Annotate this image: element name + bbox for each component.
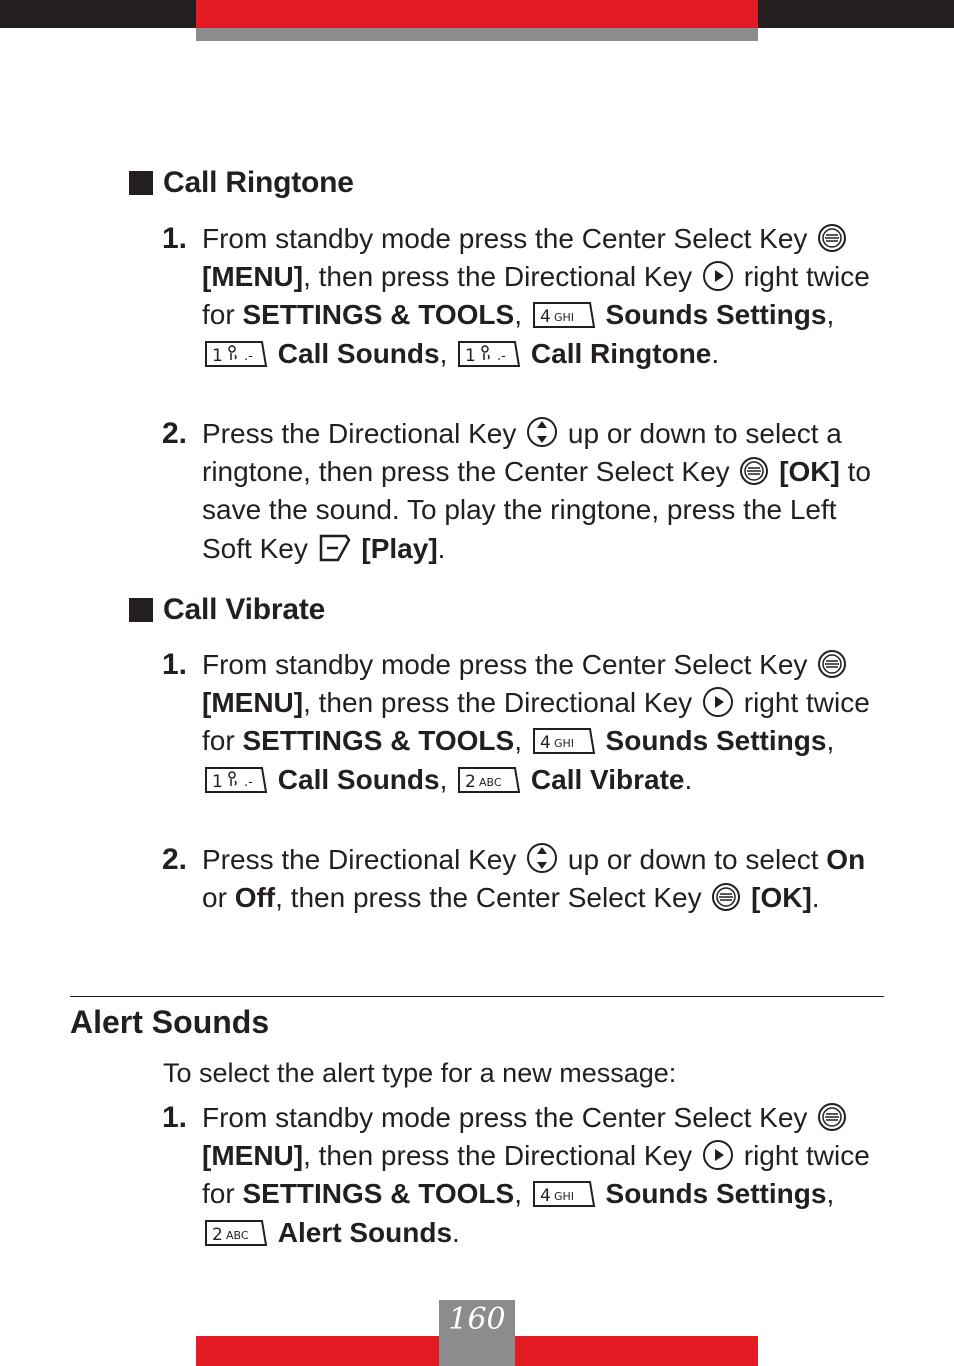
directional-key-right-icon [702, 261, 734, 291]
key-1-icon [457, 340, 521, 368]
svg-text:ABC: ABC [479, 775, 502, 789]
text: or [202, 882, 235, 914]
text: . [437, 532, 446, 564]
text: , then press the Directional Key [303, 687, 700, 719]
left-soft-key-icon [318, 533, 352, 563]
text: . [452, 1216, 460, 1248]
svg-text:2: 2 [212, 1224, 223, 1245]
step-text [202, 220, 892, 373]
svg-text:.-: .- [244, 348, 253, 364]
top-bar-red-accent [196, 0, 758, 28]
menu-label: [MENU] [202, 687, 304, 719]
center-select-key-icon [711, 882, 741, 912]
section-divider [70, 996, 884, 997]
step-text [202, 1099, 892, 1252]
svg-text:4: 4 [539, 733, 551, 754]
svg-text:4: 4 [539, 1186, 551, 1207]
text: , then press the Directional Key [303, 261, 700, 293]
square-bullet-icon [129, 598, 153, 622]
key-2abc-icon [204, 1219, 268, 1247]
step-number: 2. [162, 843, 188, 876]
svg-text:GHI: GHI [553, 1190, 574, 1204]
step-text [202, 415, 892, 568]
center-select-key-icon [739, 456, 769, 486]
svg-text:GHI: GHI [553, 311, 574, 325]
page-number: 160 [448, 1302, 506, 1337]
ok-label: [OK] [779, 456, 840, 488]
call-sounds-label: Call Sounds [277, 337, 440, 369]
text: , [514, 725, 530, 757]
call-vibrate-title: Call Vibrate [163, 593, 326, 626]
settings-tools-label: SETTINGS & TOOLS [242, 1178, 515, 1210]
text: Press the Directional Key [202, 418, 525, 449]
text: right twice for [202, 1140, 870, 1210]
text: From standby mode press the Center Select Key [202, 223, 816, 254]
key-4ghi-icon [532, 727, 596, 755]
text: to save the sound. To play the ringtone, press the Left Soft Key [202, 456, 871, 564]
text: up or down to select [560, 844, 827, 875]
text: , [514, 1178, 530, 1210]
text: , [826, 725, 835, 757]
alert-sounds-title: Alert Sounds [70, 1004, 270, 1040]
ok-label: [OK] [751, 882, 812, 914]
text: right twice for [202, 687, 870, 757]
step-number: 2. [162, 417, 188, 450]
step-text [202, 841, 892, 917]
call-ringtone-heading [129, 166, 354, 200]
text: , then press the Center Select Key [275, 882, 710, 914]
sounds-settings-label: Sounds Settings [605, 1178, 827, 1210]
svg-text:.-: .- [497, 348, 506, 364]
text: up or down to select a ringtone, then press the Center Select Key [202, 418, 842, 488]
text: From standby mode press the Center Select Key [202, 1102, 816, 1133]
text: , [439, 763, 456, 795]
key-4ghi-icon [532, 1180, 596, 1208]
key-1-icon [204, 340, 268, 368]
text: . [684, 763, 693, 795]
settings-tools-label: SETTINGS & TOOLS [242, 299, 515, 331]
bottom-bar-right [515, 1336, 758, 1366]
svg-text:ABC: ABC [226, 1228, 249, 1242]
key-1-icon [204, 766, 268, 794]
call-ringtone-title: Call Ringtone [163, 166, 354, 199]
key-2abc-icon [457, 766, 521, 794]
text: . [811, 882, 820, 914]
text: Press the Directional Key [202, 844, 525, 875]
svg-text:1: 1 [465, 345, 476, 366]
directional-key-right-icon [702, 687, 734, 717]
top-bar-gray-accent [196, 28, 758, 41]
step-number: 1. [162, 222, 188, 255]
on-label: On [826, 844, 866, 875]
text: , [514, 299, 530, 331]
sounds-settings-label: Sounds Settings [605, 725, 827, 757]
directional-key-right-icon [702, 1140, 734, 1170]
center-select-key-icon [817, 1102, 847, 1132]
sounds-settings-label: Sounds Settings [605, 299, 827, 331]
menu-label: [MENU] [202, 1140, 304, 1172]
call-vibrate-label: Call Vibrate [530, 763, 685, 795]
step-number: 1. [162, 1101, 188, 1134]
call-ringtone-label: Call Ringtone [530, 337, 712, 369]
alert-sounds-intro: To select the alert type for a new message: [163, 1058, 677, 1088]
center-select-key-icon [817, 223, 847, 253]
text: , [439, 337, 456, 369]
menu-label: [MENU] [202, 261, 304, 293]
call-vibrate-heading [129, 593, 325, 627]
svg-text:4: 4 [539, 307, 551, 328]
settings-tools-label: SETTINGS & TOOLS [242, 725, 515, 757]
play-label: [Play] [361, 532, 438, 564]
directional-key-up-down-icon [526, 842, 558, 874]
text: , [826, 299, 835, 331]
alert-sounds-label: Alert Sounds [277, 1216, 453, 1248]
text: From standby mode press the Center Select Key [202, 649, 816, 680]
center-select-key-icon [817, 649, 847, 679]
svg-text:GHI: GHI [553, 737, 574, 751]
text: , [826, 1178, 835, 1210]
text: . [711, 337, 720, 369]
off-label: Off [234, 882, 276, 914]
svg-text:2: 2 [465, 771, 476, 792]
call-sounds-label: Call Sounds [277, 763, 440, 795]
bottom-bar-left [196, 1336, 439, 1366]
text: right twice for [202, 261, 870, 331]
svg-text:1: 1 [212, 345, 223, 366]
step-text [202, 646, 892, 799]
square-bullet-icon [129, 171, 153, 195]
text: , then press the Directional Key [303, 1140, 700, 1172]
key-4ghi-icon [532, 301, 596, 329]
svg-text:1: 1 [212, 771, 223, 792]
step-number: 1. [162, 648, 188, 681]
svg-text:.-: .- [244, 774, 253, 790]
directional-key-up-down-icon [526, 416, 558, 448]
